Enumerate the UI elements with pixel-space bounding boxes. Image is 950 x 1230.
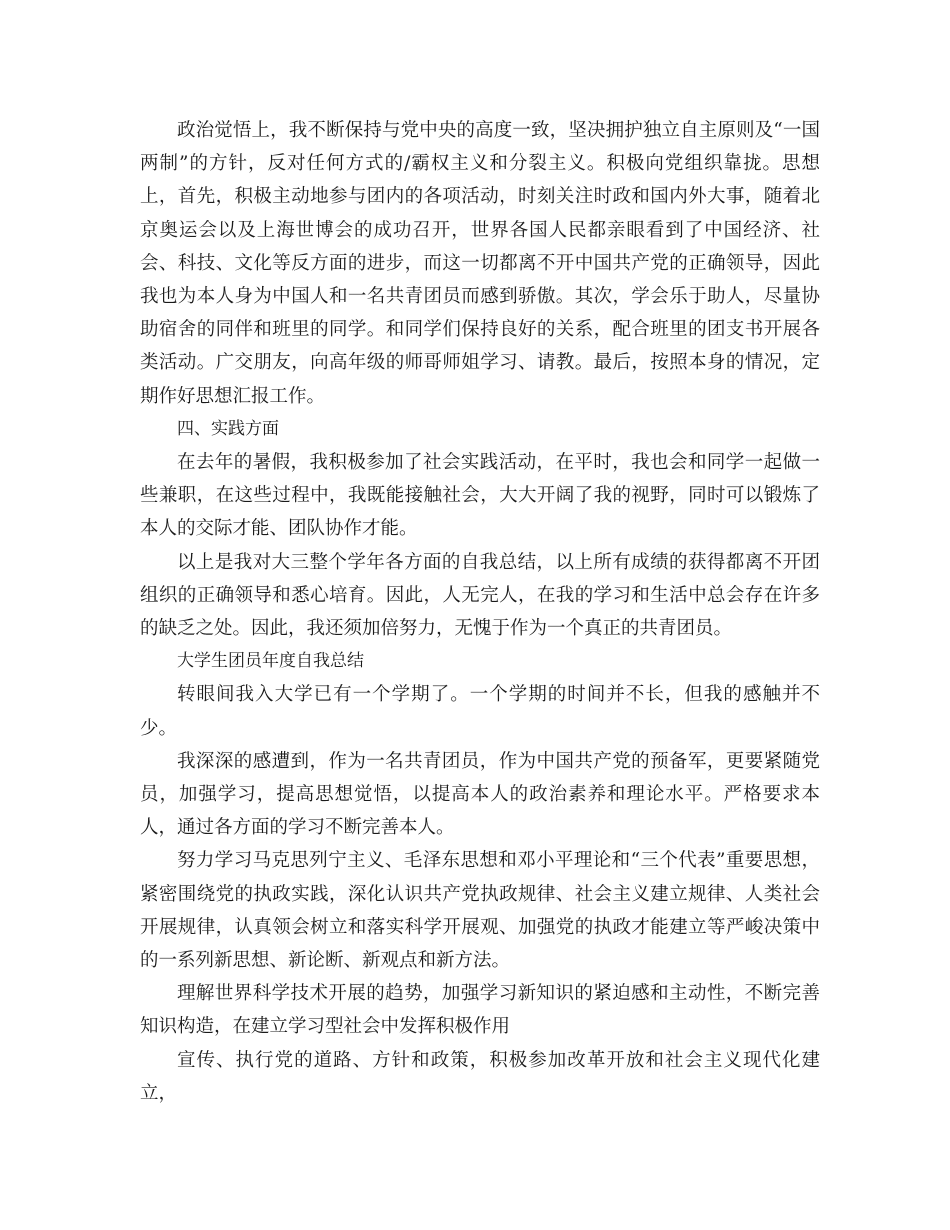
paragraph-political-awareness: 政治觉悟上，我不断保持与党中央的高度一致，坚决拥护独立自主原则及“一国两制”的方针，反对任何方式的/霸权主义和分裂主义。积极向党组织靠拢。思想上，首先，积极主动地参与团内的各项活动，时刻关注时政和国内外大事，随着北京奥运会以及上海世博会的成功召开，世界各国人民都亲眼看到了中国经济、社会、科技、文化等反方面的进步，而这一切都离不开中国共产党的正确领导，因此我也为本人身为中国人和一名共青团员而感到骄傲。其次，学会乐于助人，尽量协助宿舍的同伴和班里的同学。和同学们保持良好的关系，配合班里的团支书开展各类活动。广交朋友，向高年级的师哥师姐学习、请教。最后，按照本身的情况，定期作好思想汇报工作。 [140,120,820,407]
paragraph-promote-policy: 宣传、执行党的道路、方针和政策，积极参加改革开放和社会主义现代化建立， [140,1049,820,1104]
paragraph-study-theory: 努力学习马克思列宁主义、毛泽东思想和邓小平理论和“三个代表”重要思想，紧密围绕党的执政实践，深化认识共产党执政规律、社会主义建立规律、人类社会开展规律，认真领会树立和落实科学开展观、加强党的执政才能建立等严峻决策中的一系列新思想、新论断、新观点和新方法。 [140,850,820,972]
paragraph-summer-practice: 在去年的暑假，我积极参加了社会实践活动，在平时，我也会和同学一起做一些兼职，在这些过程中，我既能接触社会，大大开阔了我的视野，同时可以锻炼了本人的交际才能、团队协作才能。 [140,452,820,540]
document-page [140,114,820,1110]
paragraph-league-member: 我深深的感遭到，作为一名共青团员，作为中国共产党的预备军，更要紧随党员，加强学习，提高思想觉悟，以提高本人的政治素养和理论水平。严格要求本人，通过各方面的学习不断完善本人。 [140,750,820,839]
section-heading-annual-summary: 大学生团员年度自我总结 [177,651,364,672]
paragraph-one-semester: 转眼间我入大学已有一个学期了。一个学期的时间并不长，但我的感触并不少。 [140,684,820,739]
section-heading-practice: 四、实践方面 [177,418,279,439]
paragraph-year-summary: 以上是我对大三整个学年各方面的自我总结，以上所有成绩的获得都离不开团组织的正确领导和悉心培育。因此，人无完人，在我的学习和生活中总会存在许多的缺乏之处。因此，我还须加倍努力，无愧于作为一个真正的共青团员。 [140,551,820,640]
paragraph-science-trends: 理解世界科学技术开展的趋势，加强学习新知识的紧迫感和主动性，不断完善知识构造，在建立学习型社会中发挥积极作用 [140,983,820,1038]
